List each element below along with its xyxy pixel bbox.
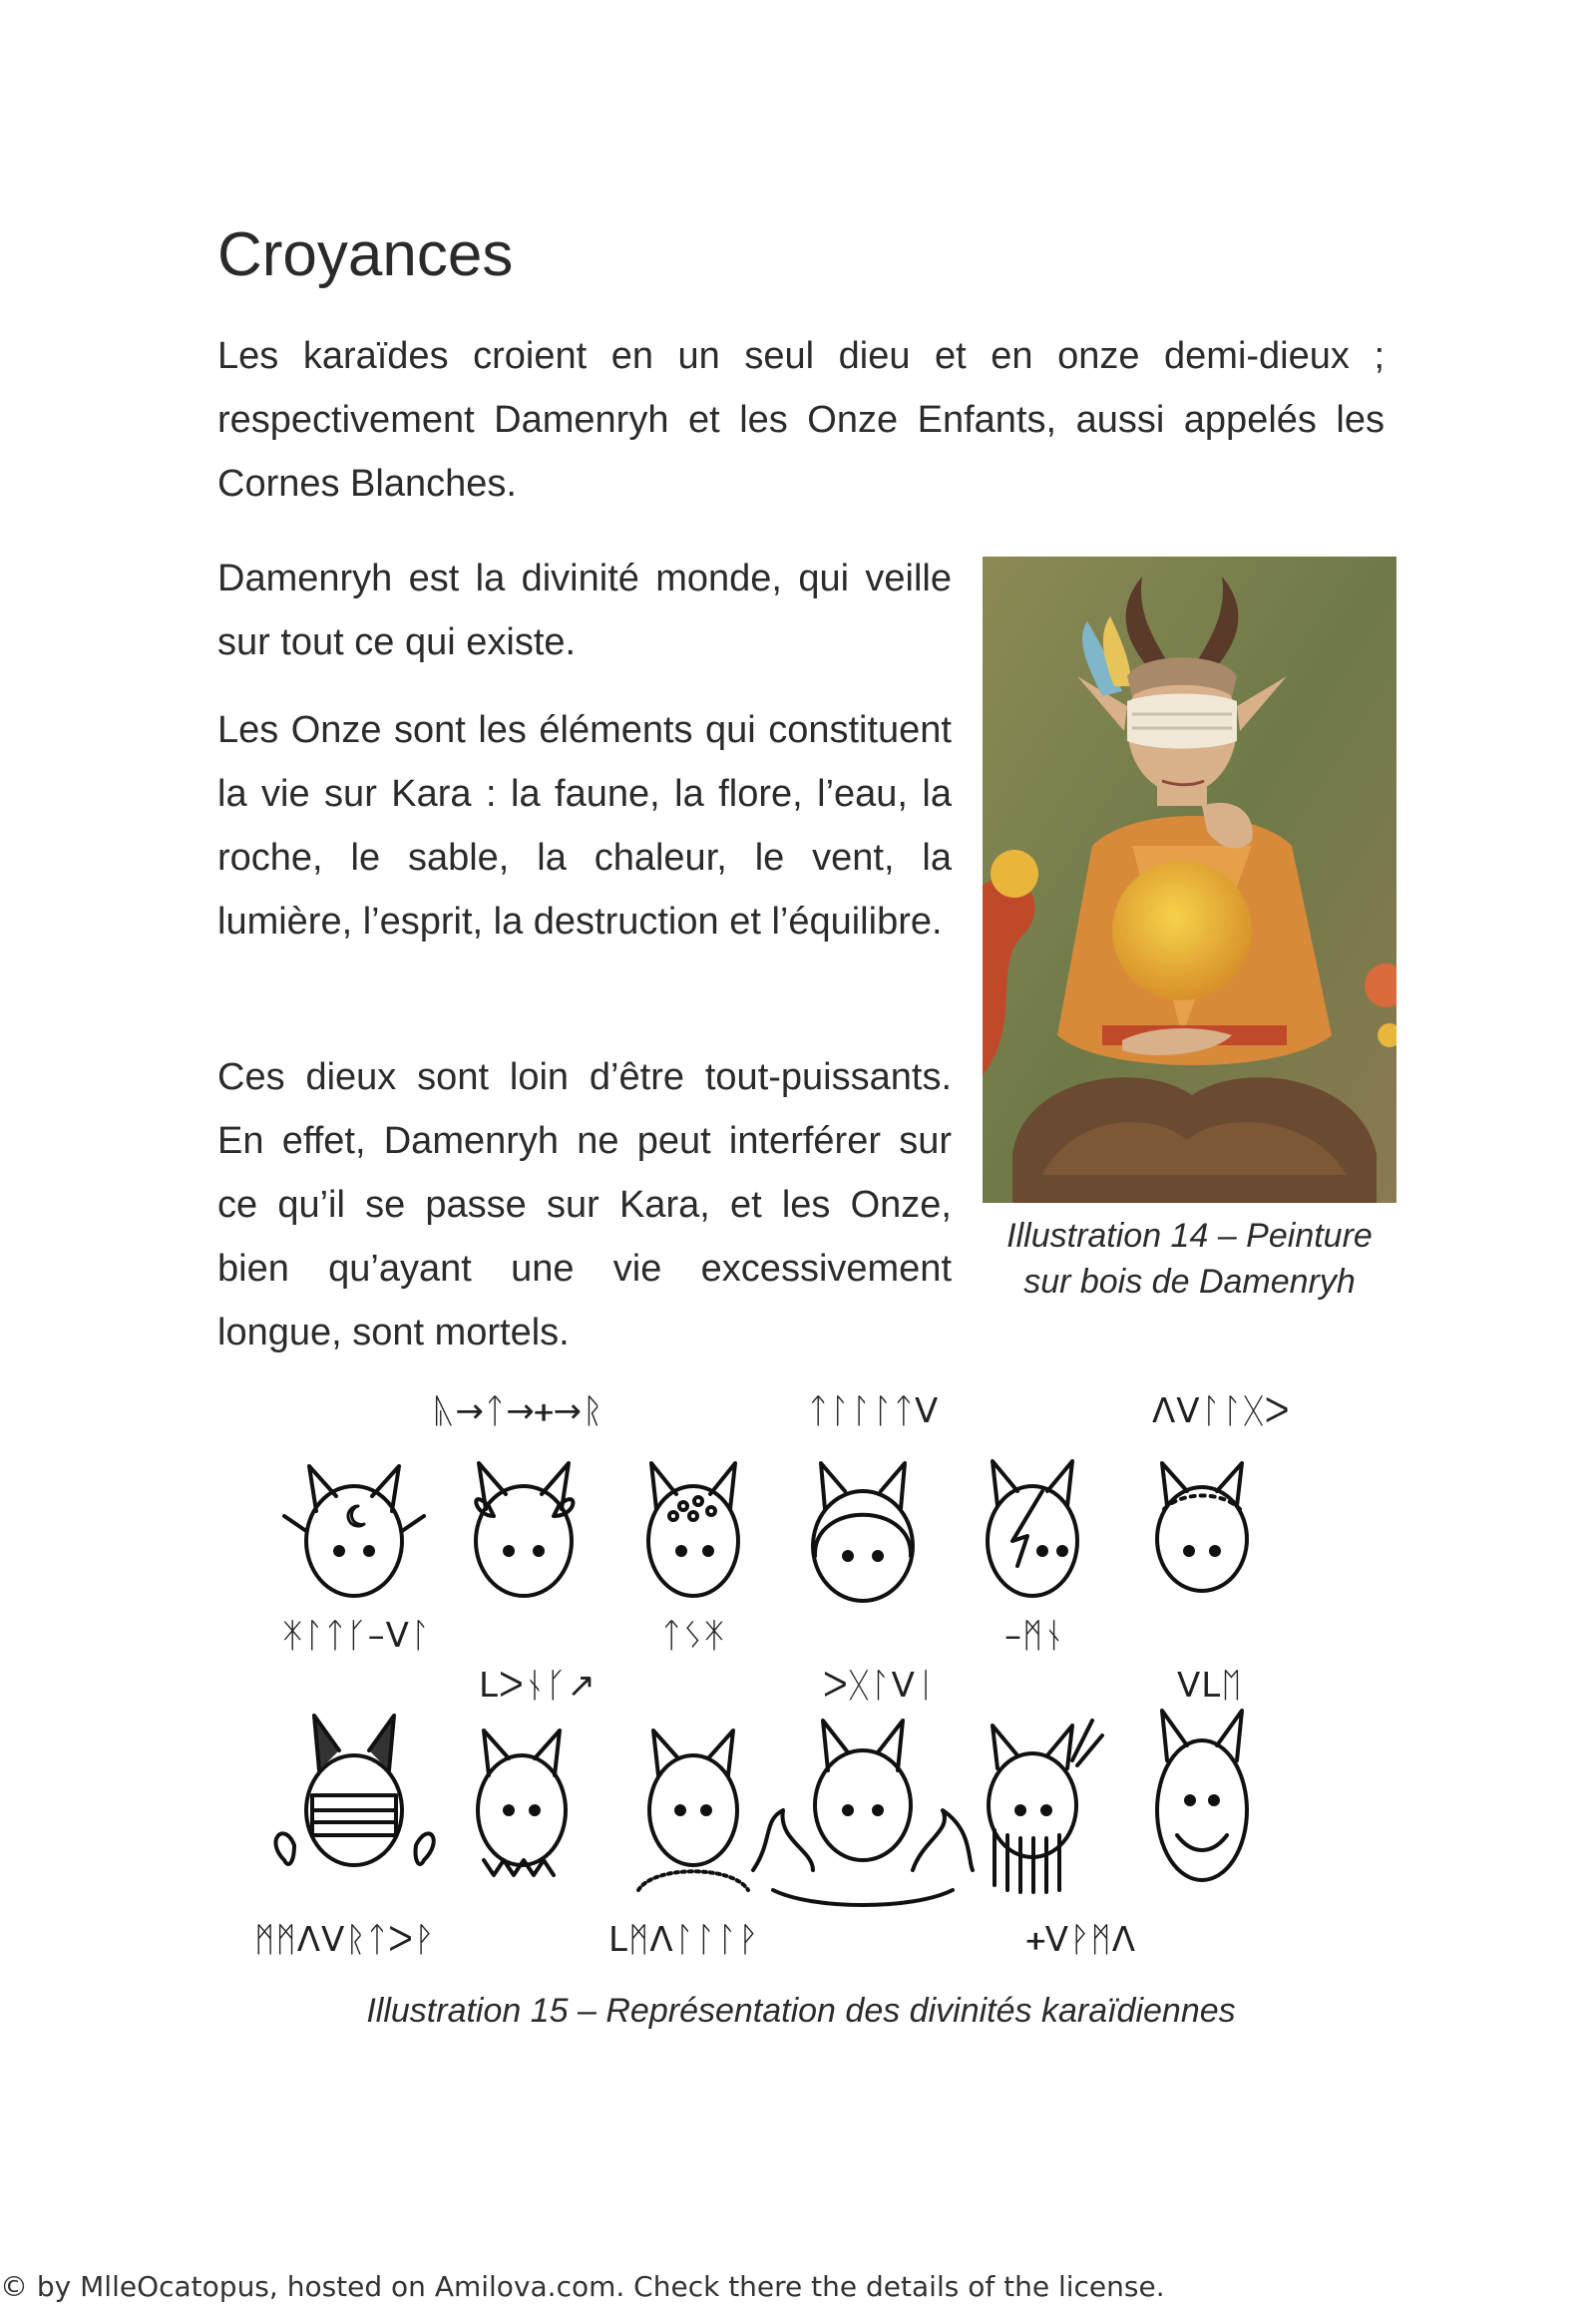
deity-head-circlet	[1157, 1463, 1247, 1591]
rune-label: ᛡᛚᛏᚴ–ᐯᛚ	[282, 1616, 432, 1656]
page-title: Croyances	[217, 220, 514, 289]
paragraph-damenryh: Damenryh est la divinité monde, qui veille sur tout ce qui existe.	[217, 558, 952, 663]
deity-head-jewels	[478, 1730, 566, 1875]
paragraph-mortels: Ces dieux sont loin d’être tout-puissants. En effet, Damenryh ne peut interférer sur ce qu’il se passe sur Kara, et les Onze, bien qu’ayant une vie excessivement longue, sont mortels.	[217, 1056, 952, 1353]
deity-head-flower	[476, 1463, 573, 1596]
deities-illustration	[254, 1391, 1372, 1970]
deity-head-beads	[648, 1463, 738, 1596]
figure14-caption-line1: Illustration 14 – Peinture	[1006, 1217, 1373, 1255]
rune-label: ᐱᐯᛚᛚᚷᐳ	[1152, 1391, 1291, 1431]
figure14-caption-line2: sur bois de Damenryh	[1023, 1263, 1356, 1301]
rune-label: ᐯᒪᛖ	[1177, 1666, 1243, 1706]
rune-label: –ᛗᚾ	[1004, 1616, 1065, 1656]
intro-paragraph: Les karaïdes croient en un seul dieu et en onze demi-dieux ; respectivement Damenryh et les Onze Enfants, aussi appelés les Cornes Blanches.	[217, 335, 1385, 505]
rune-label: ᛏᛊᛡ	[661, 1616, 726, 1656]
rune-label: ᚐᐯᚹᛗᐱ	[1027, 1920, 1137, 1960]
paragraph-onze: Les Onze sont les éléments qui constituent la vie sur Kara : la faune, la flore, l’eau, la roche, le sable, la chaleur, le vent, la lumière, l’esprit, la destruction et l’équilibre.	[217, 709, 952, 943]
deity-head-moon	[284, 1466, 424, 1596]
deity-head-smile	[1157, 1711, 1247, 1880]
rune-label: ᒪᐳᚾᚴ↗	[479, 1666, 598, 1706]
deity-head-hair	[988, 1461, 1077, 1596]
deity-head-flames	[753, 1721, 973, 1905]
deity-head-chain	[638, 1730, 748, 1890]
deity-head-helmet	[813, 1463, 913, 1601]
rune-label: ᒪᛗᐱᛚᛚᛚᚹ	[608, 1920, 760, 1960]
rune-label: ᚣ→ᛏ→ᚐ→ᚱ	[434, 1391, 604, 1431]
damenryh-painting	[983, 557, 1396, 1203]
rune-label: ᛏᛚᛚᛚᛏᐯ	[808, 1391, 940, 1431]
deity-head-feathers	[989, 1721, 1102, 1892]
deity-head-masked	[275, 1716, 433, 1865]
rune-label: ᐳᚷᛚᐯᛁ	[823, 1666, 938, 1706]
license-footer: © by MlleOcatopus, hosted on Amilova.com. Check there the details of the license.	[0, 2270, 1165, 2303]
figure15-caption: Illustration 15 – Représentation des divinités karaïdiennes	[366, 1992, 1236, 2030]
rune-label: ᛗᛗᐱᐯᚱᛏᐳᚹ	[254, 1920, 436, 1960]
